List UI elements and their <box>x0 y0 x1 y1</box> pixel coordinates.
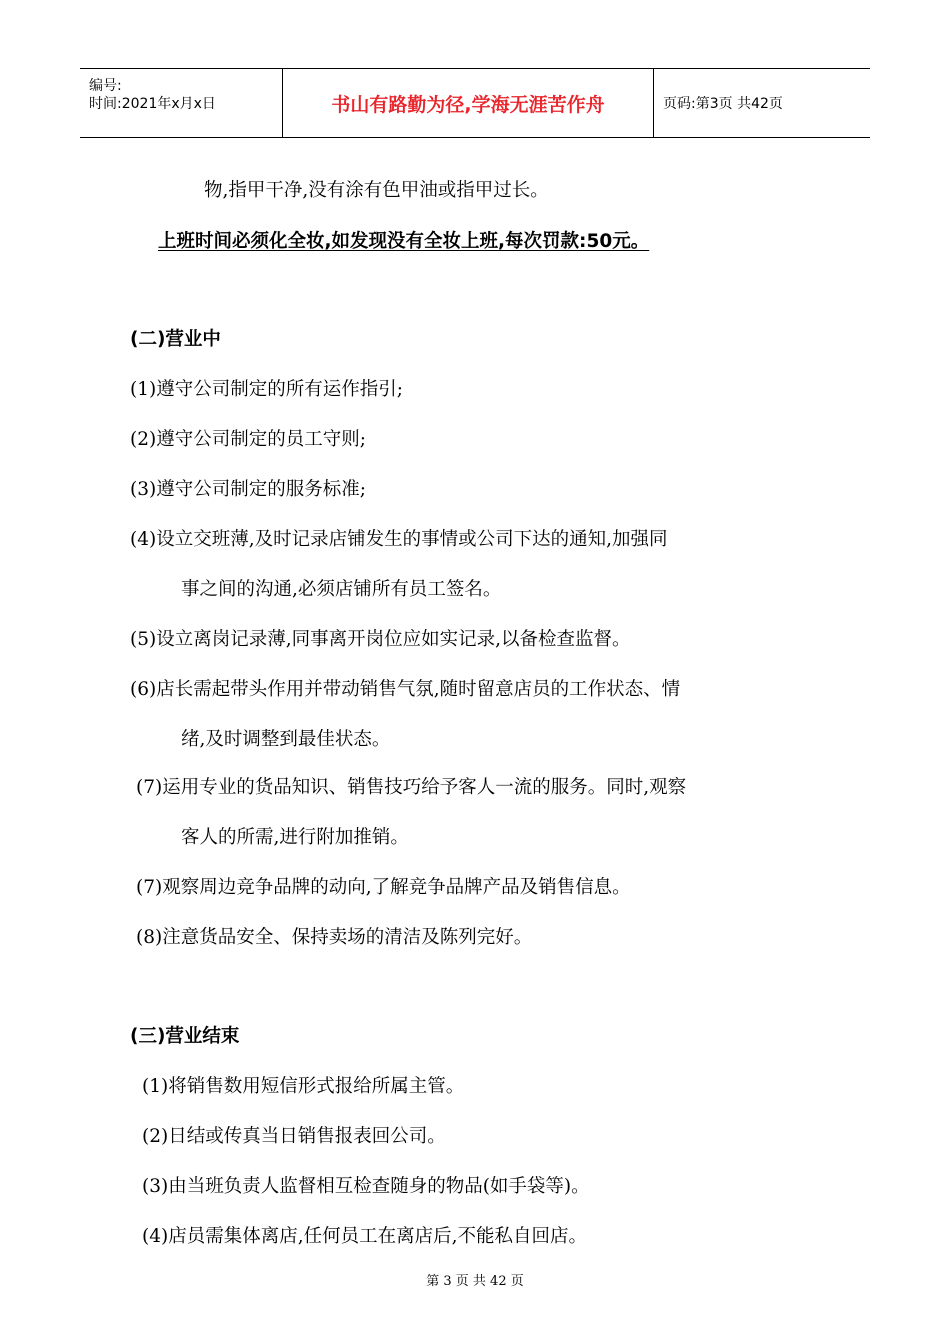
list-item: (4)店员需集体离店,任何员工在离店后,不能私自回店。 <box>142 1226 587 1247</box>
list-item: (3)遵守公司制定的服务标准; <box>130 479 366 500</box>
list-item: (2)遵守公司制定的员工守则; <box>130 429 366 450</box>
list-item: 事之间的沟通,必须店铺所有员工签名。 <box>181 579 502 600</box>
list-item: (1)遵守公司制定的所有运作指引; <box>130 379 403 400</box>
list-item: (2)日结或传真当日销售报表回公司。 <box>142 1126 446 1147</box>
list-item: (3)由当班负责人监督相互检查随身的物品(如手袋等)。 <box>142 1176 590 1197</box>
list-item: (5)设立离岗记录薄,同事离开岗位应如实记录,以备检查监督。 <box>130 629 631 650</box>
makeup-rule: 上班时间必须化全妆,如发现没有全妆上班,每次罚款:50元。 <box>158 231 650 252</box>
motto: 书山有路勤为径,学海无涯苦作舟 <box>283 69 654 137</box>
list-item: 客人的所需,进行附加推销。 <box>181 827 409 848</box>
section-title-business: (二)营业中 <box>130 329 221 350</box>
page-footer: 第 3 页 共 42 页 <box>426 1274 524 1289</box>
list-item: (4)设立交班薄,及时记录店铺发生的事情或公司下达的通知,加强同 <box>130 529 668 550</box>
header-info-cell <box>80 69 283 137</box>
list-item: (1)将销售数用短信形式报给所属主管。 <box>142 1076 465 1097</box>
continued-line: 物,指甲干净,没有涂有色甲油或指甲过长。 <box>204 180 549 201</box>
list-item: (8)注意货品安全、保持卖场的清洁及陈列完好。 <box>136 927 533 948</box>
list-item: (6)店长需起带头作用并带动销售气氛,随时留意店员的工作状态、情 <box>130 679 681 700</box>
header-table <box>80 68 870 138</box>
code-label: 编号: <box>89 78 122 94</box>
section-title-closing: (三)营业结束 <box>130 1026 240 1047</box>
page-info: 页码:第3页 共42页 <box>663 96 783 112</box>
list-item: 绪,及时调整到最佳状态。 <box>181 729 391 750</box>
list-item: (7)观察周边竞争品牌的动向,了解竞争品牌产品及销售信息。 <box>136 877 631 898</box>
list-item: (7)运用专业的货品知识、销售技巧给予客人一流的服务。同时,观察 <box>136 777 687 798</box>
time-label: 时间:2021年x月x日 <box>89 96 216 112</box>
